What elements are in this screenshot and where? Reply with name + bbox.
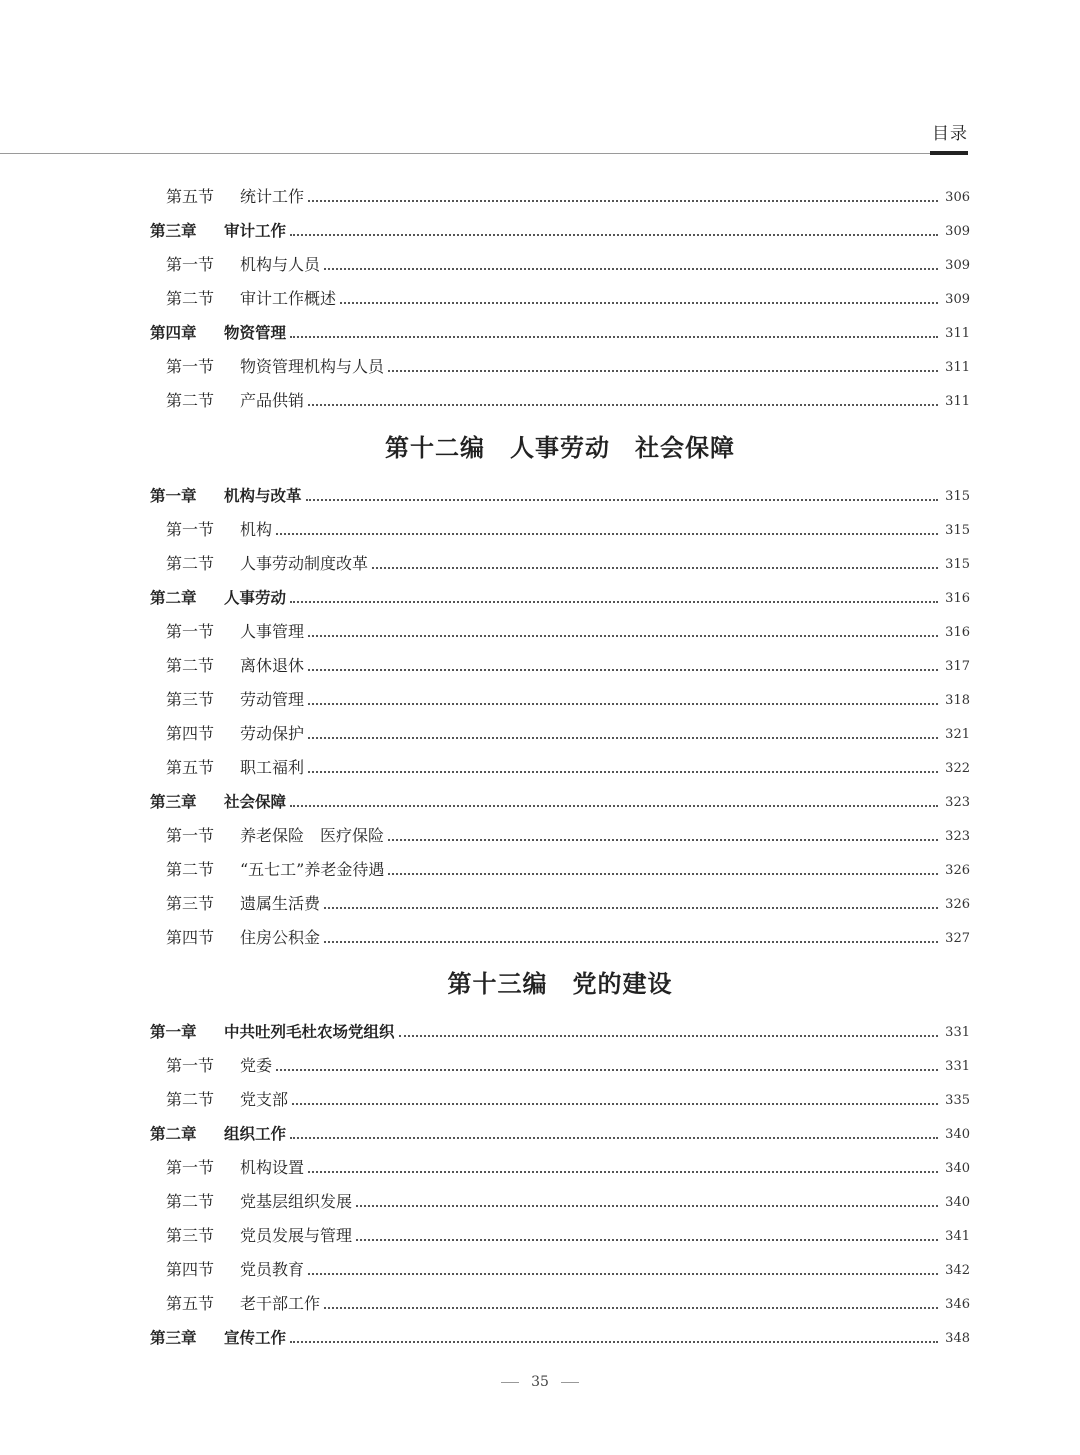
toc-page-number: 331 (945, 1059, 970, 1074)
toc-section-entry[interactable] (166, 181, 970, 207)
toc-section-entry[interactable] (166, 718, 970, 744)
toc-section-title: 党支部 (240, 1090, 289, 1109)
toc-chapter-number: 第二章 (150, 589, 197, 607)
toc-entry-label (166, 1090, 288, 1110)
toc-section-entry[interactable] (166, 1152, 970, 1178)
toc-section-title: 机构与人员 (240, 255, 321, 274)
toc-entry-label (166, 357, 384, 377)
toc-entry-label (150, 221, 286, 241)
toc-chapter-number: 第三章 (150, 793, 197, 811)
toc-entry-label (166, 1260, 304, 1280)
dot-leader (356, 1204, 938, 1207)
toc-chapter-number: 第一章 (150, 487, 197, 505)
toc-entry-label (166, 1056, 272, 1076)
toc-entry-label (150, 1022, 395, 1042)
toc-section-title: 党委 (240, 1056, 273, 1075)
toc-section-entry[interactable] (166, 1084, 970, 1110)
header-accent-bar (930, 151, 968, 155)
toc-entry-label (166, 826, 384, 846)
footer-dash-right (561, 1382, 579, 1383)
toc-section-number: 第四节 (166, 1260, 215, 1279)
toc-chapter-number: 第四章 (150, 324, 197, 342)
toc-section-number: 第一节 (166, 520, 215, 539)
toc-page-number: 318 (945, 693, 970, 708)
toc-entry-label (150, 588, 286, 608)
dot-leader (290, 233, 938, 236)
toc-section-title: 人事管理 (240, 622, 305, 641)
toc-chapter-title: 机构与改革 (224, 487, 302, 505)
toc-section-entry[interactable] (166, 650, 970, 676)
toc-section-entry[interactable] (166, 385, 970, 411)
toc-section-entry[interactable] (166, 548, 970, 574)
toc-entry-label (166, 289, 336, 309)
toc-chapter-entry[interactable] (150, 1016, 970, 1042)
toc-chapter-entry[interactable] (150, 1118, 970, 1144)
toc-entry-label (166, 622, 304, 642)
toc-section-number: 第四节 (166, 724, 215, 743)
dot-leader (306, 498, 938, 501)
toc-section-title: 住房公积金 (240, 928, 321, 947)
dot-leader (324, 267, 938, 270)
toc-section-number: 第三节 (166, 1226, 215, 1245)
toc-section-number: 第一节 (166, 826, 215, 845)
page-number: 35 (531, 1374, 549, 1390)
toc-entry-label (166, 894, 320, 914)
toc-page-number: 311 (945, 360, 970, 375)
toc-section-title: 劳动管理 (240, 690, 305, 709)
header-rule (0, 153, 968, 154)
toc-section-entry[interactable] (166, 752, 970, 778)
toc-section-number: 第五节 (166, 1294, 215, 1313)
dot-leader (340, 301, 938, 304)
toc-section-entry[interactable] (166, 1186, 970, 1212)
dot-leader (308, 199, 938, 202)
toc-section-number: 第五节 (166, 187, 215, 206)
toc-entry-label (166, 1294, 320, 1314)
dot-leader (324, 940, 938, 943)
toc-section-number: 第二节 (166, 656, 215, 675)
dot-leader (388, 369, 938, 372)
toc-section-entry[interactable] (166, 888, 970, 914)
toc-page-number: 315 (945, 557, 970, 572)
toc-section-number: 第二节 (166, 1090, 215, 1109)
toc-entry-label (150, 1328, 286, 1348)
toc-section-entry[interactable] (166, 1288, 970, 1314)
toc-entry-label (166, 1226, 352, 1246)
toc-section-title: 机构 (240, 520, 273, 539)
toc-page-number: 317 (945, 659, 970, 674)
toc-chapter-title: 宣传工作 (224, 1329, 287, 1347)
toc-page-number: 341 (945, 1229, 970, 1244)
toc-chapter-entry[interactable] (150, 215, 970, 241)
toc-page-number: 323 (945, 795, 970, 810)
toc-entry-label (166, 1192, 352, 1212)
toc-page-number: 309 (945, 224, 970, 239)
toc-section-title: 统计工作 (240, 187, 305, 206)
dot-leader (308, 736, 938, 739)
toc-page-number: 316 (945, 625, 970, 640)
toc-section-entry[interactable] (166, 1220, 970, 1246)
toc-section-number: 第一节 (166, 622, 215, 641)
toc-page-number: 306 (945, 190, 970, 205)
toc-section-number: 第二节 (166, 860, 215, 879)
toc-entry-label (150, 1124, 286, 1144)
toc-section-number: 第二节 (166, 391, 215, 410)
toc-chapter-entry[interactable] (150, 1322, 970, 1348)
toc-entry-label (166, 554, 368, 574)
toc-chapter-title: 审计工作 (224, 222, 287, 240)
toc-section-title: 审计工作概述 (240, 289, 337, 308)
dot-leader (324, 1306, 938, 1309)
toc-chapter-number: 第一章 (150, 1023, 197, 1041)
dot-leader (388, 838, 938, 841)
toc-section-entry[interactable] (166, 283, 970, 309)
toc-page-number: 326 (945, 863, 970, 878)
toc-entry-label (150, 323, 286, 343)
toc-section-entry[interactable] (166, 854, 970, 880)
toc-chapter-entry[interactable] (150, 786, 970, 812)
toc-section-entry[interactable] (166, 1050, 970, 1076)
toc-page-number: 322 (945, 761, 970, 776)
dot-leader (308, 668, 938, 671)
toc-section-title: 物资管理机构与人员 (240, 357, 385, 376)
toc-page-number: 316 (945, 591, 970, 606)
toc-section-title: 党基层组织发展 (240, 1192, 353, 1211)
toc-section-number: 第一节 (166, 1158, 215, 1177)
toc-section-title: 老干部工作 (240, 1294, 321, 1313)
toc-page-number: 326 (945, 897, 970, 912)
dot-leader (356, 1238, 938, 1241)
toc-page-number: 331 (945, 1025, 970, 1040)
toc-entry-label (166, 520, 272, 540)
toc-section-number: 第三节 (166, 894, 215, 913)
toc-chapter-entry[interactable] (150, 480, 970, 506)
toc-section-title: 离休退休 (240, 656, 305, 675)
toc-entry-label (166, 187, 304, 207)
toc-page-number: 321 (945, 727, 970, 742)
toc-entry-label (166, 1158, 304, 1178)
toc-page-number: 340 (945, 1195, 970, 1210)
toc-entry-label (166, 724, 304, 744)
dot-leader (308, 634, 938, 637)
toc-entry-label (150, 792, 286, 812)
toc-section-number: 第二节 (166, 554, 215, 573)
toc-section-title: 党员发展与管理 (240, 1226, 353, 1245)
toc-section-number: 第一节 (166, 1056, 215, 1075)
toc-page-number: 311 (945, 394, 970, 409)
toc-entry-label (150, 486, 302, 506)
toc-page-number: 335 (945, 1093, 970, 1108)
toc-section-number: 第二节 (166, 289, 215, 308)
dot-leader (388, 872, 938, 875)
toc-section-title: 养老保险 医疗保险 (240, 826, 385, 845)
toc-page-number: 346 (945, 1297, 970, 1312)
footer-dash-left (501, 1382, 519, 1383)
dot-leader (399, 1034, 938, 1037)
toc-page-number: 342 (945, 1263, 970, 1278)
toc-section-title: 劳动保护 (240, 724, 305, 743)
toc-page-number: 315 (945, 489, 970, 504)
toc-chapter-title: 中共吐列毛杜农场党组织 (224, 1023, 395, 1041)
dot-leader (308, 1170, 938, 1173)
toc-section-entry[interactable] (166, 351, 970, 377)
toc-section-number: 第五节 (166, 758, 215, 777)
toc-page-number: 309 (945, 292, 970, 307)
toc-page-number: 309 (945, 258, 970, 273)
toc-page-number: 348 (945, 1331, 970, 1346)
toc-chapter-number: 第三章 (150, 222, 197, 240)
dot-leader (290, 1340, 938, 1343)
toc-entry-label (166, 391, 304, 411)
toc-entry-label (166, 255, 320, 275)
toc-section-title: 人事劳动制度改革 (240, 554, 369, 573)
toc-section-entry[interactable] (166, 684, 970, 710)
toc-section-number: 第四节 (166, 928, 215, 947)
toc-chapter-entry[interactable] (150, 317, 970, 343)
toc-entry-label (166, 860, 384, 880)
toc-section-number: 第三节 (166, 690, 215, 709)
toc-entry-label (166, 690, 304, 710)
toc-chapter-title: 组织工作 (224, 1125, 287, 1143)
toc-section-number: 第二节 (166, 1192, 215, 1211)
toc-chapter-title: 物资管理 (224, 324, 287, 342)
toc-section-number: 第一节 (166, 357, 215, 376)
toc-section-title: 党员教育 (240, 1260, 305, 1279)
toc-page-number: 340 (945, 1127, 970, 1142)
toc-section-entry[interactable] (166, 1254, 970, 1280)
dot-leader (292, 1102, 938, 1105)
toc-entry-label (166, 656, 304, 676)
part-title: 第十二编 人事劳动 社会保障 (385, 433, 735, 462)
toc-chapter-title: 社会保障 (224, 793, 287, 811)
dot-leader (324, 906, 938, 909)
toc-page-number: 311 (945, 326, 970, 341)
dot-leader (308, 403, 938, 406)
toc-section-entry[interactable] (166, 249, 970, 275)
toc-entry-label (166, 758, 304, 778)
dot-leader (290, 1136, 938, 1139)
toc-section-entry[interactable] (166, 514, 970, 540)
dot-leader (372, 566, 938, 569)
toc-section-title: 遗属生活费 (240, 894, 321, 913)
toc-chapter-title: 人事劳动 (224, 589, 287, 607)
toc-section-entry[interactable] (166, 820, 970, 846)
dot-leader (276, 532, 938, 535)
running-header-title: 目录 (932, 124, 968, 144)
dot-leader (290, 600, 938, 603)
dot-leader (276, 1068, 938, 1071)
toc-section-title: 职工福利 (240, 758, 305, 777)
toc-page-number: 323 (945, 829, 970, 844)
toc-section-title: “五七工”养老金待遇 (240, 860, 385, 879)
dot-leader (308, 702, 938, 705)
toc-section-title: 产品供销 (240, 391, 305, 410)
dot-leader (308, 1272, 938, 1275)
toc-chapter-entry[interactable] (150, 582, 970, 608)
toc-section-number: 第一节 (166, 255, 215, 274)
toc-section-title: 机构设置 (240, 1158, 305, 1177)
toc-chapter-number: 第三章 (150, 1329, 197, 1347)
toc-entry-label (166, 928, 320, 948)
dot-leader (290, 804, 938, 807)
dot-leader (308, 770, 938, 773)
toc-page-number: 340 (945, 1161, 970, 1176)
toc-chapter-number: 第二章 (150, 1125, 197, 1143)
toc-section-entry[interactable] (166, 922, 970, 948)
page-footer (0, 1374, 1080, 1390)
toc-page-number: 327 (945, 931, 970, 946)
part-title: 第十三编 党的建设 (447, 969, 673, 998)
toc-page-number: 315 (945, 523, 970, 538)
dot-leader (290, 335, 938, 338)
toc-section-entry[interactable] (166, 616, 970, 642)
